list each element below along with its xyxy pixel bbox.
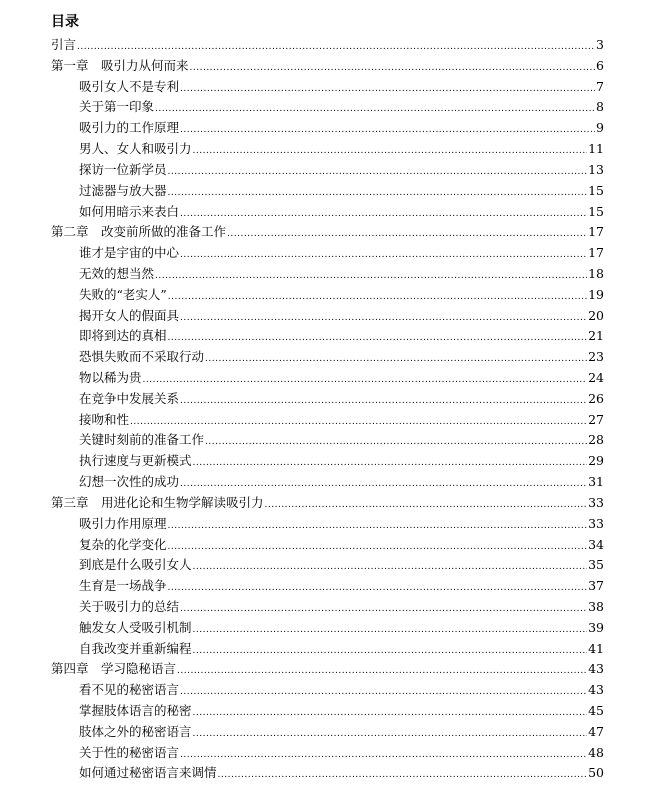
dot-leader — [180, 599, 587, 620]
toc-entry-title: 引言 — [51, 37, 77, 52]
toc-page-number: 39 — [588, 619, 604, 635]
toc-section-entry[interactable] — [51, 680, 604, 701]
toc-entry-title: 无效的想当然 — [79, 265, 155, 281]
dot-leader — [168, 183, 588, 204]
toc-entry-title: 吸引力作用原理 — [79, 515, 167, 531]
dot-leader — [265, 495, 588, 516]
toc-page-number: 34 — [588, 536, 604, 552]
toc-page-number: 29 — [588, 453, 604, 469]
toc-entry-title: 第三章 用进化论和生物学解读吸引力 — [51, 494, 264, 510]
toc-entry-title: 生育是一场战争 — [79, 578, 167, 594]
toc-section-entry[interactable] — [51, 514, 604, 535]
toc-entry-title: 肢体之外的秘密语言 — [79, 723, 192, 739]
toc-section-entry[interactable] — [51, 763, 604, 784]
dot-leader — [193, 620, 588, 641]
dot-leader — [193, 141, 588, 162]
toc-page-number: 31 — [588, 474, 604, 490]
toc-page-number: 3 — [596, 37, 604, 52]
toc-page-number: 33 — [588, 515, 604, 531]
toc-page-number: 23 — [588, 349, 604, 365]
dot-leader — [155, 266, 587, 287]
toc-chapter-entry[interactable] — [51, 659, 604, 680]
toc-section-entry[interactable] — [51, 743, 604, 764]
toc-chapter-entry[interactable] — [51, 56, 604, 77]
toc-entry-title: 第二章 改变前所做的准备工作 — [51, 224, 227, 240]
toc-page-number: 41 — [588, 640, 604, 656]
toc-section-entry[interactable] — [51, 139, 604, 160]
toc-page-number: 7 — [596, 78, 604, 94]
toc-page-number: 35 — [588, 557, 604, 573]
toc-page-number: 9 — [596, 120, 604, 136]
toc-section-entry[interactable] — [51, 535, 604, 556]
toc-entry-title: 复杂的化学变化 — [79, 536, 167, 552]
toc-entry-title: 吸引女人不是专利 — [79, 78, 180, 94]
toc-entry-title: 恐惧失败而不采取行动 — [79, 349, 205, 365]
toc-entry-title: 即将到达的真相 — [79, 328, 167, 344]
toc-section-entry[interactable] — [51, 306, 604, 327]
toc-entry-title: 关键时刻前的准备工作 — [79, 432, 205, 448]
dot-leader — [180, 120, 595, 141]
toc-chapter-entry[interactable] — [51, 222, 604, 243]
dot-leader — [168, 162, 588, 183]
toc-entry-title: 自我改变并重新编程 — [79, 640, 192, 656]
toc-entry-title: 在竞争中发展关系 — [79, 390, 180, 406]
dot-leader — [180, 79, 595, 100]
toc-entry-title: 触发女人受吸引机制 — [79, 619, 192, 635]
dot-leader — [130, 412, 587, 433]
toc-entry-title: 关于性的秘密语言 — [79, 744, 180, 760]
toc-entry-title: 如何用暗示来表白 — [79, 203, 180, 219]
toc-page-number: 15 — [588, 203, 604, 219]
toc-entry-title: 第四章 学习隐秘语言 — [51, 661, 177, 677]
toc-entry-title: 男人、女人和吸引力 — [79, 141, 192, 157]
toc-section-entry[interactable] — [51, 451, 604, 472]
toc-page-number: 45 — [588, 703, 604, 718]
dot-leader — [155, 99, 595, 120]
toc-entry-title: 谁才是宇宙的中心 — [79, 245, 180, 261]
toc-page-number: 17 — [588, 245, 604, 261]
toc-entry-title: 失败的“老实人” — [79, 286, 167, 302]
dot-leader — [193, 557, 588, 578]
toc-entry-title: 接吻和性 — [79, 411, 130, 427]
toc-entry-title: 过滤器与放大器 — [79, 182, 167, 198]
dot-leader — [193, 453, 588, 474]
dot-leader — [177, 661, 587, 682]
toc-entry-title: 看不见的秘密语言 — [79, 682, 180, 698]
toc-entry-title: 吸引力的工作原理 — [79, 120, 180, 136]
dot-leader — [168, 516, 588, 537]
toc-page-number: 50 — [588, 765, 604, 781]
toc-section-entry[interactable] — [51, 389, 604, 410]
toc-chapter-entry[interactable] — [51, 35, 604, 56]
toc-section-entry[interactable] — [51, 202, 604, 223]
toc-section-entry[interactable] — [51, 97, 604, 118]
toc-list — [51, 35, 604, 784]
toc-page-number: 18 — [588, 265, 604, 281]
toc-entry-title: 幻想一次性的成功 — [79, 474, 180, 490]
dot-leader — [168, 328, 588, 349]
toc-page-number: 8 — [596, 99, 604, 115]
toc-page-number: 33 — [588, 494, 604, 510]
toc-section-entry[interactable] — [51, 555, 604, 576]
toc-entry-title: 关于第一印象 — [79, 99, 155, 115]
dot-leader — [77, 37, 595, 58]
dot-leader — [180, 308, 587, 329]
toc-section-entry[interactable] — [51, 576, 604, 597]
toc-page-number: 17 — [588, 224, 604, 240]
toc-section-entry[interactable] — [51, 77, 604, 98]
toc-page-number: 37 — [588, 578, 604, 594]
toc-section-entry[interactable] — [51, 264, 604, 285]
dot-leader — [205, 349, 587, 370]
toc-page-number: 28 — [588, 432, 604, 448]
toc-section-entry[interactable] — [51, 160, 604, 181]
dot-leader — [205, 432, 587, 453]
toc-section-entry[interactable] — [51, 618, 604, 639]
toc-section-entry[interactable] — [51, 472, 604, 493]
dot-leader — [218, 765, 588, 786]
dot-leader — [190, 58, 596, 79]
toc-chapter-entry[interactable] — [51, 493, 604, 514]
dot-leader — [168, 287, 587, 308]
toc-section-entry[interactable] — [51, 285, 604, 306]
dot-leader — [168, 578, 588, 599]
toc-entry-title: 执行速度与更新模式 — [79, 453, 192, 469]
dot-leader — [180, 204, 587, 225]
toc-section-entry[interactable] — [51, 597, 604, 618]
toc-entry-title: 第一章 吸引力从何而来 — [51, 57, 189, 73]
toc-page-number: 43 — [588, 661, 604, 677]
dot-leader — [168, 537, 588, 558]
toc-page-number: 6 — [596, 57, 604, 73]
toc-entry-title: 揭开女人的假面具 — [79, 307, 180, 323]
toc-section-entry[interactable] — [51, 181, 604, 202]
toc-page-number: 43 — [588, 682, 604, 698]
dot-leader — [180, 474, 587, 495]
dot-leader — [193, 724, 588, 745]
toc-page-number: 26 — [588, 390, 604, 406]
toc-section-entry[interactable] — [51, 368, 604, 389]
toc-entry-title: 关于吸引力的总结 — [79, 598, 180, 614]
toc-section-entry[interactable] — [51, 722, 604, 743]
toc-section-entry[interactable] — [51, 430, 604, 451]
toc-page-number: 15 — [588, 182, 604, 198]
toc-entry-title: 到底是什么吸引女人 — [79, 557, 192, 573]
toc-entry-title: 探访一位新学员 — [79, 161, 167, 177]
dot-leader — [180, 391, 587, 412]
toc-section-entry[interactable] — [51, 118, 604, 139]
toc-entry-title: 如何通过秘密语言来调情 — [79, 765, 217, 781]
dot-leader — [193, 703, 588, 724]
toc-section-entry[interactable] — [51, 243, 604, 264]
toc-page-number: 24 — [588, 370, 604, 385]
toc-heading: 目录 — [51, 14, 79, 30]
dot-leader — [193, 641, 588, 662]
toc-section-entry[interactable] — [51, 326, 604, 347]
toc-section-entry[interactable] — [51, 410, 604, 431]
toc-page-number: 19 — [588, 286, 604, 302]
dot-leader — [180, 245, 587, 266]
toc-page-number: 13 — [588, 161, 604, 177]
toc-entry-title: 掌握肢体语言的秘密 — [79, 703, 192, 718]
dot-leader — [180, 682, 587, 703]
toc-page-number: 21 — [588, 328, 604, 344]
dot-leader — [180, 745, 587, 766]
dot-leader — [143, 370, 588, 391]
toc-entry-title: 物以稀为贵 — [79, 370, 142, 385]
toc-page-number: 11 — [588, 141, 604, 157]
toc-page-number: 20 — [588, 307, 604, 323]
toc-section-entry[interactable] — [51, 347, 604, 368]
toc-page-number: 27 — [588, 411, 604, 427]
dot-leader — [227, 224, 587, 245]
toc-page-number: 47 — [588, 723, 604, 739]
toc-section-entry[interactable] — [51, 701, 604, 722]
toc-section-entry[interactable] — [51, 639, 604, 660]
toc-page-number: 38 — [588, 598, 604, 614]
toc-page-number: 48 — [588, 744, 604, 760]
